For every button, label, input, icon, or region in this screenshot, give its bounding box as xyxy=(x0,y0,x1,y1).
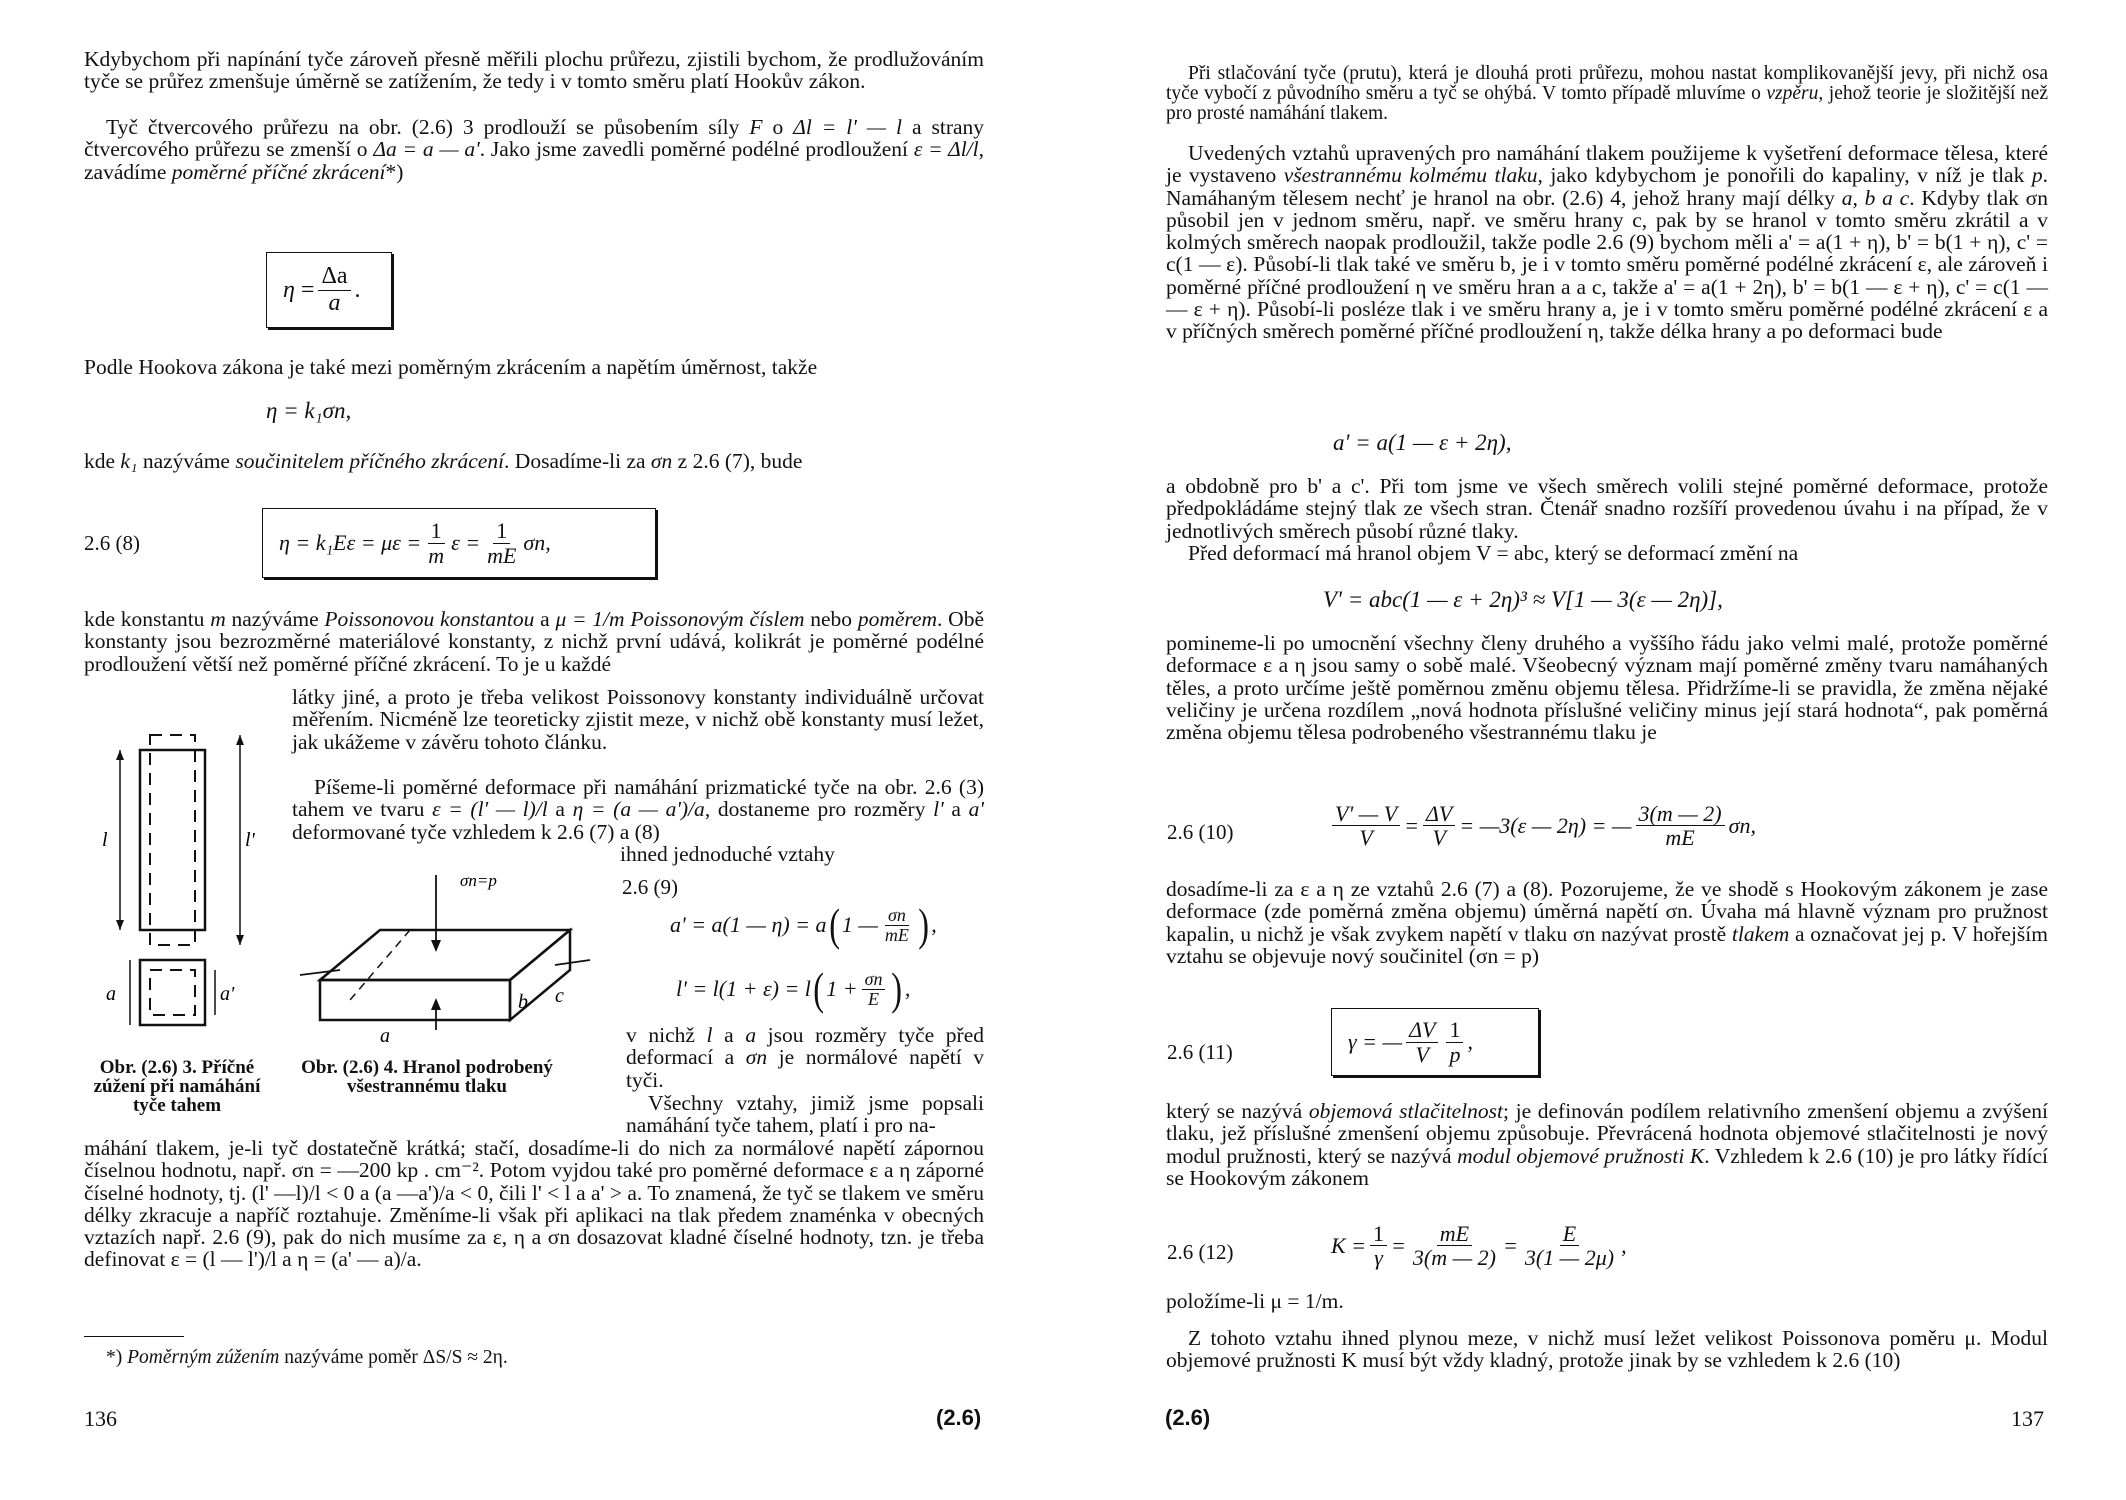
equation-number: 2.6 (8) xyxy=(84,531,140,555)
equation-number: 2.6 (12) xyxy=(1167,1240,1234,1264)
equation: η = k₁σn, xyxy=(266,398,352,423)
page-number: 137 xyxy=(2011,1406,2044,1431)
equation-number: 2.6 (10) xyxy=(1167,820,1234,844)
figure-caption: Obr. (2.6) 3. Příčné zúžení při namáhání tyče tahem xyxy=(93,1057,261,1116)
page-number: 136 xyxy=(84,1406,117,1431)
paragraph: položíme-li μ = 1/m. xyxy=(1166,1289,1344,1313)
equation-box: γ = — $\frac{\Delta V}{V}$ $\frac{1}{p}$ , xyxy=(1331,1008,1539,1076)
paragraph: Z tohoto vztahu ihned plynou meze, v nichž musí ležet velikost Poissonova poměru μ. Modul objemové pružnosti K musí být vždy kladný, protože jinak by se vzhledem k 2.6 (10) xyxy=(1166,1326,2048,1373)
paragraph: v nichž l a a jsou rozměry tyče před deformací a σn je normálové napětí v tyči. xyxy=(626,1023,985,1092)
figure-caption: Obr. (2.6) 4. Hranol podrobený všestrannému tlaku xyxy=(301,1057,553,1097)
equation: a' = a(1 — η) = a ( 1 — $\frac{\sigma n}{mE}$ ) , xyxy=(670,899,937,950)
footnote-rule xyxy=(84,1336,184,1337)
paragraph: a obdobně pro b' a c'. Při tom jsme ve všech směrech volili stejné poměrné deformace, protože předpokládáme stejný tlak ze všech stran. Čtenář snadno rozšíří provedenou úvahu i na případ, že v jednotlivých směrech působí různé tlaky. xyxy=(1166,474,2048,543)
paragraph: Uvedených vztahů upravených pro namáhání tlakem použijeme k vyšetření deformace tělesa, které je vystaveno všestrannému kolmému tlaku, jako kdybychom je ponořili do kapaliny, v níž je tlak p. Namáhaným tělesem nechť je hranol na obr. (2.6) 4, jehož hrany mají délky a, b a c. Kdyby tlak σn působil jen v jednom směru, např. ve směru hrany c, pak by se hranol v tomto směru zkrátil a v kolmých směrech naopak prodloužil, takže podle 2.6 (9) bychom měli a' = a(1 + η), b' = b(1 + η), c' = c(1 — ε). Působí-li tlak také ve směru b, je i v tomto směru poměrné podélné zkrácení ε, ale zároveň i poměrné příčné prodloužení η ve směru hran a a c, takže a' = a(1 + 2η), b' = b(1 — ε + η), c' = c(1 — — ε + η). Působí-li posléze tlak i ve směru hrany a, je i v tomto směru poměrné podélné zkrácení ε a v příčných směrech poměrné příčné prodloužení η, takže délka hrany a po deformaci bude xyxy=(1166,141,2048,344)
paragraph: Při stlačování tyče (prutu), která je dlouhá proti průřezu, mohou nastat komplikovanější jevy, při nichž osa tyče vybočí z původního směru a tyč se ohýbá. V tomto případě mluvíme o vzpěru, jehož teorie je složitější než pro prosté namáhání tlakem. xyxy=(1166,63,2048,124)
footnote: *) Poměrným zúžením nazýváme poměr ΔS/S ≈ 2η. xyxy=(106,1347,508,1368)
paragraph: ihned jednoduché vztahy xyxy=(620,842,835,866)
paragraph: dosadíme-li za ε a η ze vztahů 2.6 (7) a (8). Pozorujeme, že ve shodě s Hookovým zákonem je zase deformace (zde poměrná změna objemu) úměrná napětí σn. Úvaha má hlavně význam pro pružnost kapalin, u nichž je však zvykem napětí v tlaku σn nazývat prostě tlakem a označovat jej p. V hořejším vztahu se objevuje nový součinitel (σn = p) xyxy=(1166,877,2048,968)
equation-box: η = $\frac{\Delta a}{a}$ . xyxy=(266,252,392,328)
label-l: l xyxy=(102,829,108,851)
paragraph: kde konstantu m nazýváme Poissonovou konstantou a μ = 1/m Poissonovým číslem nebo poměrem. Obě konstanty jsou bezrozměrné materiálové konstanty, z nichž první udává, kolikrát je poměrné podélné prodloužení větší než poměrné příčné zkrácení. To je u každé xyxy=(84,607,984,676)
equation: K = $\frac{1}{\gamma}$ = $\frac{mE}{3(m — 2)}$ = $\frac{E}{3(1 — 2\mu)}$ , xyxy=(1331,1221,1627,1271)
paragraph: který se nazývá objemová stlačitelnost; je definován podílem relativního zmenšení objemu a zvýšení tlaku, jež příslušné zmenšení objemu způsobuje. Převrácená hodnota objemové stlačitelnosti je nový modul pružnosti, který se nazývá modul objemové pružnosti K. Vzhledem k 2.6 (10) je pro látky řídící se Hookovým zákonem xyxy=(1166,1099,2049,1190)
label-b: b xyxy=(518,991,528,1013)
paragraph: Před deformací má hranol objem V = abc, který se deformací změní na xyxy=(1188,541,1799,565)
paragraph: Všechny vztahy, jimiž jsme popsali namáhání tyče tahem, platí i pro na- xyxy=(626,1091,984,1138)
label-c: c xyxy=(555,985,564,1007)
figure-tension-bar xyxy=(90,720,270,1060)
paragraph: kde k₁ nazýváme součinitelem příčného zkrácení. Dosadíme-li za σn z 2.6 (7), bude xyxy=(84,449,803,473)
paragraph: Podle Hookova zákona je také mezi poměrným zkrácením a napětím úměrnost, takže xyxy=(84,355,818,379)
figure-prism-pressure xyxy=(300,870,600,1050)
paragraph: pomineme-li po umocnění všechny členy druhého a vyššího řádu jako velmi malé, protože poměrné deformace ε a η jsou samy o sobě malé. Všeobecný význam mají poměrné změny tvaru namáhaných těles, a proto určíme ještě poměrnou změnu objemu tělesa. Přidržíme-li se pravidla, že změna nějaké veličiny je určena rozdílem „nová hodnota příslušné veličiny minus její stará hodnota“, pak poměrná změna objemu tělesa podrobeného všestrannému tlaku je xyxy=(1166,631,2048,745)
paragraph: Tyč čtvercového průřezu na obr. (2.6) 3 prodlouží se působením síly F o Δl = l' — l a strany čtvercového průřezu se zmenší o Δa = a — a'. Jako jsme zavedli poměrné podélné prodloužení ε = Δl/l, zavádíme poměrné příčné zkrácení*) xyxy=(84,115,985,184)
equation: a' = a(1 — ε + 2η), xyxy=(1333,430,1512,455)
equation: V' = abc(1 — ε + 2η)³ ≈ V[1 — 3(ε — 2η)], xyxy=(1323,587,1723,612)
paragraph: máhání tlakem, je-li tyč dostatečně krátká; stačí, dosadíme-li do nich za normálové napětí zápornou číselnou hodnotu, např. σn = —200 kp . cm⁻². Potom vyjdou také pro poměrné deformace ε a η záporné číselné hodnoty, tj. (l' —l)/l < 0 a (a —a')/a < 0, čili l' < l a a' > a. To znamená, že tyč se tlakem ve směru délky zkracuje a napříč roztahuje. Změníme-li však při aplikaci na tlak předem znaménka v obecných vztazích např. 2.6 (9), pak do nich musíme za ε, η a σn dosazovat kladné číselné hodnoty, tzn. je třeba definovat ε = (l — l')/l a η = (a' — a)/a. xyxy=(84,1136,984,1272)
paragraph: Píšeme-li poměrné deformace při namáhání prizmatické tyče na obr. 2.6 (3) tahem ve tvaru ε = (l' — l)/l a η = (a — a')/a, dostaneme pro rozměry l' a a' deformované tyče vzhledem k 2.6 (7) a (8) xyxy=(292,775,985,844)
section-header: (2.6) xyxy=(1165,1405,1211,1430)
label-l-prime: l' xyxy=(245,829,255,851)
paragraph: Kdybychom při napínání tyče zároveň přesně měřili plochu průřezu, zjistili bychom, že prodlužováním tyče se průřez zmenšuje úměrně se zatížením, že tedy i v tomto směru platí Hookův zákon. xyxy=(84,47,984,94)
section-header: (2.6) xyxy=(936,1405,982,1430)
equation: l' = l(1 + ε) = l ( 1 + $\frac{\sigma n}{E}$ ) , xyxy=(676,963,911,1014)
equation-number: 2.6 (11) xyxy=(1167,1040,1233,1064)
equation-number: 2.6 (9) xyxy=(622,875,678,899)
equation-box: η = k₁Eε = με = $\frac{1}{m}$ ε = $\frac{1}{mE}$ σn, xyxy=(262,508,656,578)
label-a: a xyxy=(380,1025,390,1047)
label-sigma-p: σn=p xyxy=(460,871,497,890)
label-a: a xyxy=(106,983,116,1005)
right-page xyxy=(1063,0,2126,1500)
equation: $\frac{V' — V}{V}$ = $\frac{\Delta V}{V}$ = —3(ε — 2η) = — $\frac{3(m — 2)}{mE}$ σn, xyxy=(1328,802,1756,849)
paragraph: látky jiné, a proto je třeba velikost Poissonovy konstanty individuálně určovat měřením. Nicméně lze teoreticky zjistit meze, v nichž obě konstanty musí ležet, jak ukážeme v závěru tohoto článku. xyxy=(292,685,984,754)
label-a-prime: a' xyxy=(220,983,235,1005)
